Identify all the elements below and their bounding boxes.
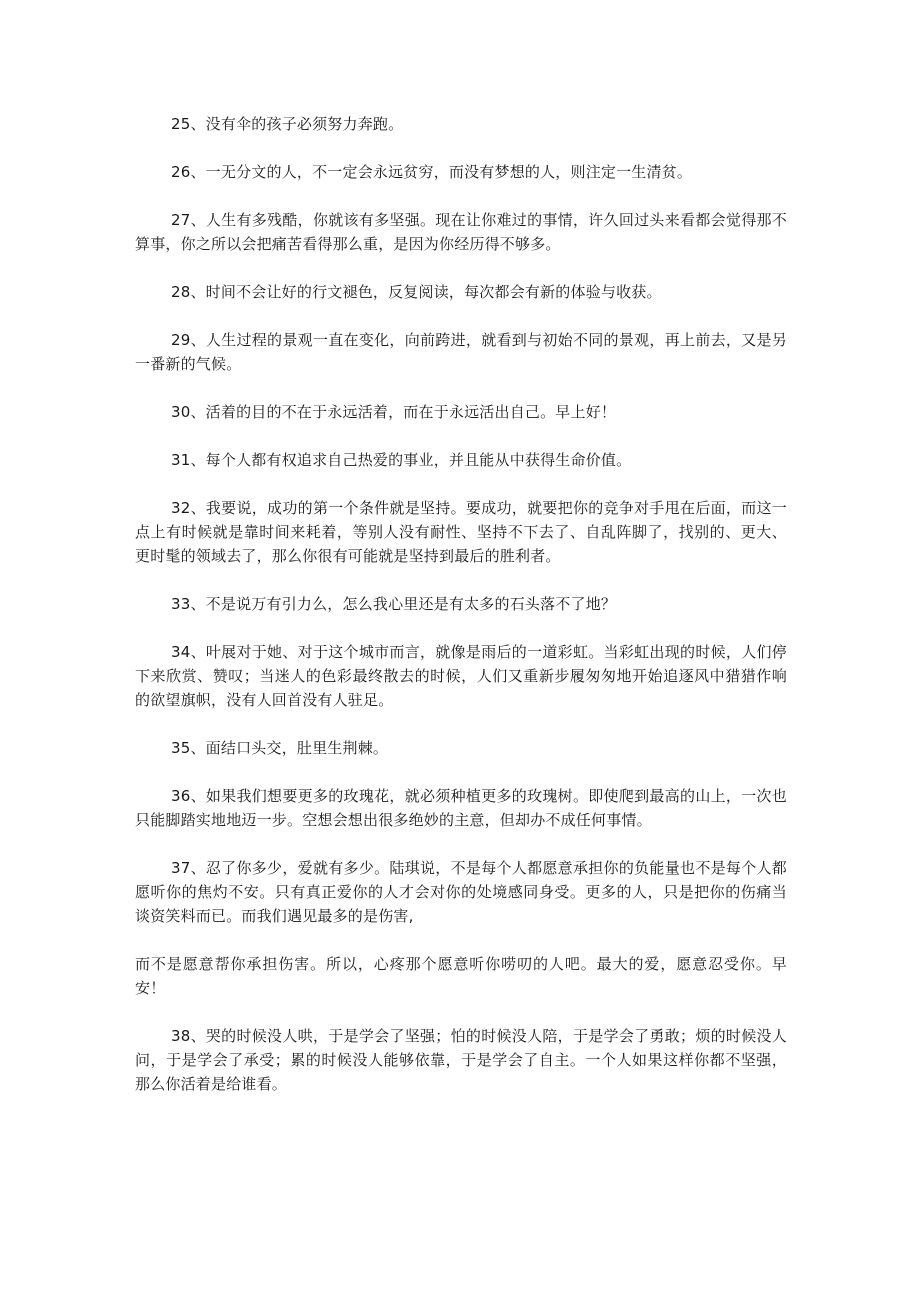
paragraph-30: 30、活着的目的不在于永远活着，而在于永远活出自己。早上好！ bbox=[171, 403, 617, 421]
paragraph-28: 28、时间不会让好的行文褪色，反复阅读，每次都会有新的体验与收获。 bbox=[171, 283, 662, 301]
paragraph-25: 25、没有伞的孩子必须努力奔跑。 bbox=[171, 115, 404, 133]
paragraph-37-continued: 而不是愿意帮你承担伤害。所以，心疼那个愿意听你唠叨的人吧。最大的爱，愿意忍受你。早安！ bbox=[135, 955, 787, 997]
paragraph-38: 38、哭的时候没人哄，于是学会了坚强；怕的时候没人陪，于是学会了勇敢；烦的时候没人问，于是学会了承受；累的时候没人能够依靠，于是学会了自主。一个人如果这样你都不坚强，那么你活着是给谁看。 bbox=[135, 1027, 787, 1093]
paragraph-32: 32、我要说，成功的第一个条件就是坚持。要成功，就要把你的竞争对手甩在后面，而这一点上有时候就是靠时间来耗着，等别人没有耐性、坚持不下去了、自乱阵脚了，找别的、更大、更时髦的领域去了，那么你很有可能就是坚持到最后的胜利者。 bbox=[135, 499, 787, 565]
paragraph-26: 26、一无分文的人，不一定会永远贫穷，而没有梦想的人，则注定一生清贫。 bbox=[171, 163, 693, 181]
paragraph-31: 31、每个人都有权追求自己热爱的事业，并且能从中获得生命价值。 bbox=[171, 451, 632, 469]
paragraph-27: 27、人生有多残酷，你就该有多坚强。现在让你难过的事情，许久回过头来看都会觉得那不算事，你之所以会把痛苦看得那么重，是因为你经历得不够多。 bbox=[135, 211, 787, 253]
document-body bbox=[135, 112, 787, 1120]
paragraph-37: 37、忍了你多少，爱就有多少。陆琪说，不是每个人都愿意承担你的负能量也不是每个人都愿听你的焦灼不安。只有真正爱你的人才会对你的处境感同身受。更多的人，只是把你的伤痛当谈资笑料而已。而我们遇见最多的是伤害, bbox=[135, 859, 787, 925]
paragraph-29: 29、人生过程的景观一直在变化，向前跨进，就看到与初始不同的景观，再上前去，又是另一番新的气候。 bbox=[135, 331, 787, 373]
paragraph-33: 33、不是说万有引力么，怎么我心里还是有太多的石头落不了地？ bbox=[171, 595, 617, 613]
paragraph-34: 34、叶展对于她、对于这个城市而言，就像是雨后的一道彩虹。当彩虹出现的时候，人们停下来欣赏、赞叹；当迷人的色彩最终散去的时候，人们又重新步履匆匆地开始追逐风中猎猎作响的欲望旗帜，没有人回首没有人驻足。 bbox=[135, 643, 787, 709]
paragraph-35: 35、面结口头交，肚里生荆棘。 bbox=[171, 739, 389, 757]
paragraph-36: 36、如果我们想要更多的玫瑰花，就必须种植更多的玫瑰树。即使爬到最高的山上，一次也只能脚踏实地地迈一步。空想会想出很多绝妙的主意，但却办不成任何事情。 bbox=[135, 787, 787, 829]
